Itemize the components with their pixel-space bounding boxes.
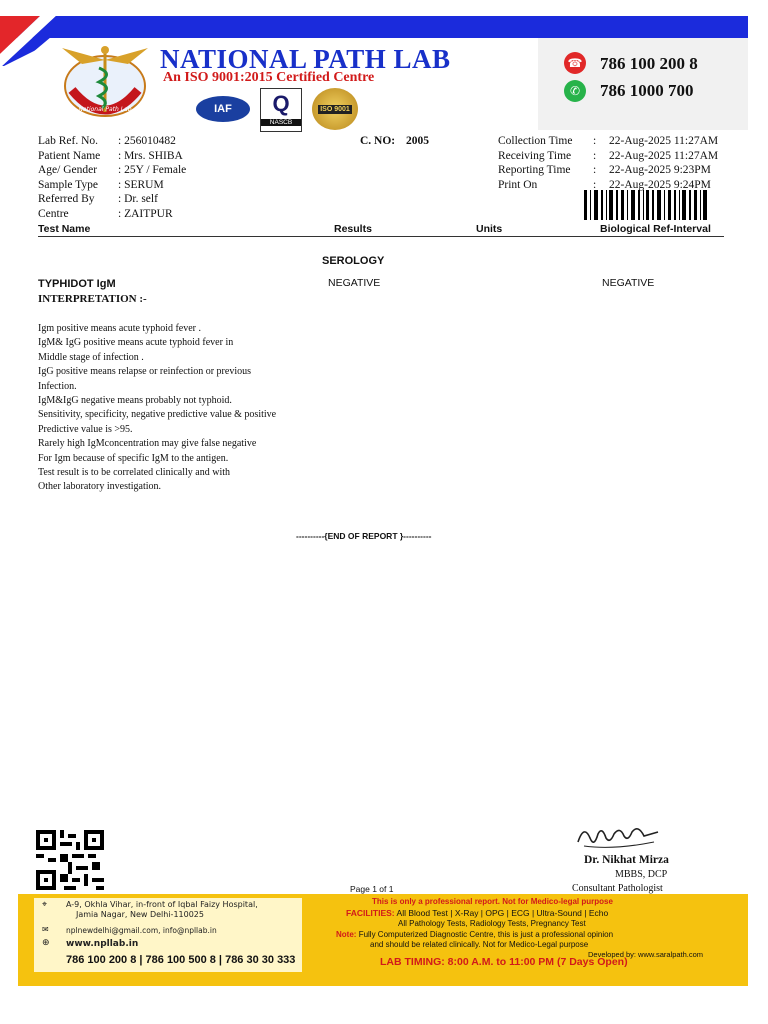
- note-text-2: and should be related clinically. Not for Medico-Legal purpose: [370, 940, 589, 949]
- test-ref-value: NEGATIVE: [602, 277, 655, 289]
- doctor-name: Dr. Nikhat Mirza: [584, 854, 669, 866]
- col-units: Units: [476, 223, 503, 235]
- end-of-report: ----------{END OF REPORT }----------: [296, 531, 432, 541]
- whatsapp-icon: ✆: [564, 80, 586, 102]
- header-banner: [0, 16, 748, 38]
- footer-email: nplnewdelhi@gmail.com, info@npllab.in: [66, 926, 217, 935]
- interpretation-line: Sensitivity, specificity, negative predictive value & positive: [38, 409, 277, 421]
- collection-time-value: 22-Aug-2025 11:27AM: [609, 135, 719, 147]
- doctor-degree: MBBS, DCP: [615, 869, 668, 880]
- sample-type-value: : SERUM: [118, 178, 164, 191]
- patient-name-label: Patient Name: [38, 149, 101, 162]
- test-result: NEGATIVE: [328, 277, 381, 289]
- web-icon: ⊕: [42, 938, 50, 948]
- receiving-colon: :: [593, 149, 597, 162]
- signature-icon: [574, 820, 664, 852]
- cno-value: 2005: [406, 135, 429, 147]
- iaf-badge-label: IAF: [214, 103, 232, 115]
- iso-badge-label: ISO 9001: [320, 105, 350, 113]
- reporting-colon: :: [593, 164, 597, 176]
- col-ref-interval: Biological Ref-Interval: [600, 223, 711, 235]
- interpretation-line: For Igm because of specific IgM to the antigen.: [38, 452, 229, 464]
- barcode: [584, 190, 710, 220]
- footer-website: www.npllab.in: [66, 939, 139, 949]
- footer-facilities-2: All Pathology Tests, Radiology Tests, Pregnancy Test: [398, 919, 586, 928]
- footer-address-2: Jamia Nagar, New Delhi-110025: [76, 910, 204, 919]
- phone-number-1: 786 100 200 8: [600, 54, 698, 73]
- logo-ring-text: National Path Lab: [78, 106, 132, 113]
- reporting-time-label: Reporting Time: [498, 164, 571, 176]
- age-gender-label: Age/ Gender: [38, 164, 98, 176]
- nascb-badge: [260, 88, 302, 132]
- interpretation-line: Predictive value is >95.: [38, 423, 133, 435]
- collection-time-label: Collection Time: [498, 135, 573, 147]
- interpretation-line: IgM& IgG positive means acute typhoid fever in: [38, 337, 234, 349]
- centre-label: Centre: [38, 207, 69, 220]
- interpretation-line: Rarely high IgMconcentration may give false negative: [38, 438, 257, 450]
- interpretation-line: Test result is to be correlated clinically and with: [38, 467, 231, 479]
- test-name: TYPHIDOT IgM: [38, 278, 116, 290]
- sample-type-label: Sample Type: [38, 178, 98, 191]
- email-icon: ✉: [42, 925, 49, 934]
- reporting-time-value: 22-Aug-2025 9:23PM: [609, 164, 711, 176]
- lab-name: NATIONAL PATH LAB: [160, 44, 451, 74]
- print-on-label: Print On: [498, 178, 538, 191]
- lab-timing: LAB TIMING: 8:00 A.M. to 11:00 PM (7 Days Open): [380, 956, 628, 968]
- cno-label: C. NO:: [360, 135, 396, 147]
- footer-note: [336, 930, 613, 939]
- nascb-q-icon: Q: [272, 91, 290, 116]
- lab-ref-label: Lab Ref. No.: [38, 135, 99, 147]
- phone-icon: ☎: [564, 52, 586, 74]
- location-icon: ⌖: [42, 900, 48, 910]
- lab-certification: An ISO 9001:2015 Certified Centre: [163, 70, 375, 85]
- phone-number-2: 786 1000 700: [600, 81, 694, 100]
- interpretation-line: Igm positive means acute typhoid fever .: [38, 323, 202, 334]
- interpretation-line: IgM&IgG negative means probably not typhoid.: [38, 395, 232, 407]
- nascb-badge-label: NASCB: [261, 119, 301, 126]
- col-test-name: Test Name: [38, 223, 91, 235]
- age-gender-value: : 25Y / Female: [118, 164, 187, 176]
- interpretation-label: INTERPRETATION :-: [38, 293, 147, 305]
- iso-badge: [312, 88, 358, 130]
- qr-code-icon: [36, 830, 104, 890]
- collection-colon: :: [593, 135, 597, 147]
- developer-credit: Developed by: www.saralpath.com: [588, 950, 704, 959]
- header-rule: [38, 236, 724, 237]
- print-colon: :: [593, 178, 597, 191]
- page-number: Page 1 of 1: [350, 884, 394, 894]
- note-text-1: Fully Computerized Diagnostic Centre, this is just a professional opinion: [358, 930, 614, 939]
- col-results: Results: [334, 223, 372, 235]
- iaf-badge: [196, 96, 250, 122]
- lab-ref-value: : 256010482: [118, 135, 176, 147]
- referred-by-value: : Dr. self: [118, 193, 158, 205]
- interpretation-text: [38, 322, 276, 495]
- facilities-list: All Blood Test | X-Ray | OPG | ECG | Ultra-Sound | Echo: [396, 908, 609, 918]
- receiving-time-label: Receiving Time: [498, 149, 572, 162]
- print-on-value: 22-Aug-2025 9:24PM: [609, 178, 711, 191]
- receiving-time-value: 22-Aug-2025 11:27AM: [609, 149, 719, 162]
- interpretation-line: Middle stage of infection .: [38, 351, 144, 363]
- doctor-title: Consultant Pathologist: [572, 883, 663, 894]
- interpretation-line: IgG positive means relapse or reinfection or previous: [38, 366, 251, 378]
- note-label: Note:: [336, 930, 357, 939]
- interpretation-line: Other laboratory investigation.: [38, 481, 162, 493]
- section-title: SEROLOGY: [322, 255, 385, 267]
- footer-facilities: [346, 908, 608, 918]
- patient-name-value: : Mrs. SHIBA: [118, 149, 183, 162]
- facilities-label: FACILITIES:: [346, 908, 395, 918]
- centre-value: : ZAITPUR: [118, 207, 173, 220]
- referred-by-label: Referred By: [38, 193, 95, 205]
- footer-address-1: A-9, Okhla Vihar, in-front of Iqbal Faizy Hospital,: [66, 900, 258, 909]
- interpretation-line: Infection.: [38, 380, 77, 392]
- footer-notice: This is only a professional report. Not for Medico-legal purpose: [372, 897, 613, 906]
- footer-phones: 786 100 200 8 | 786 100 500 8 | 786 30 30 333: [66, 954, 296, 966]
